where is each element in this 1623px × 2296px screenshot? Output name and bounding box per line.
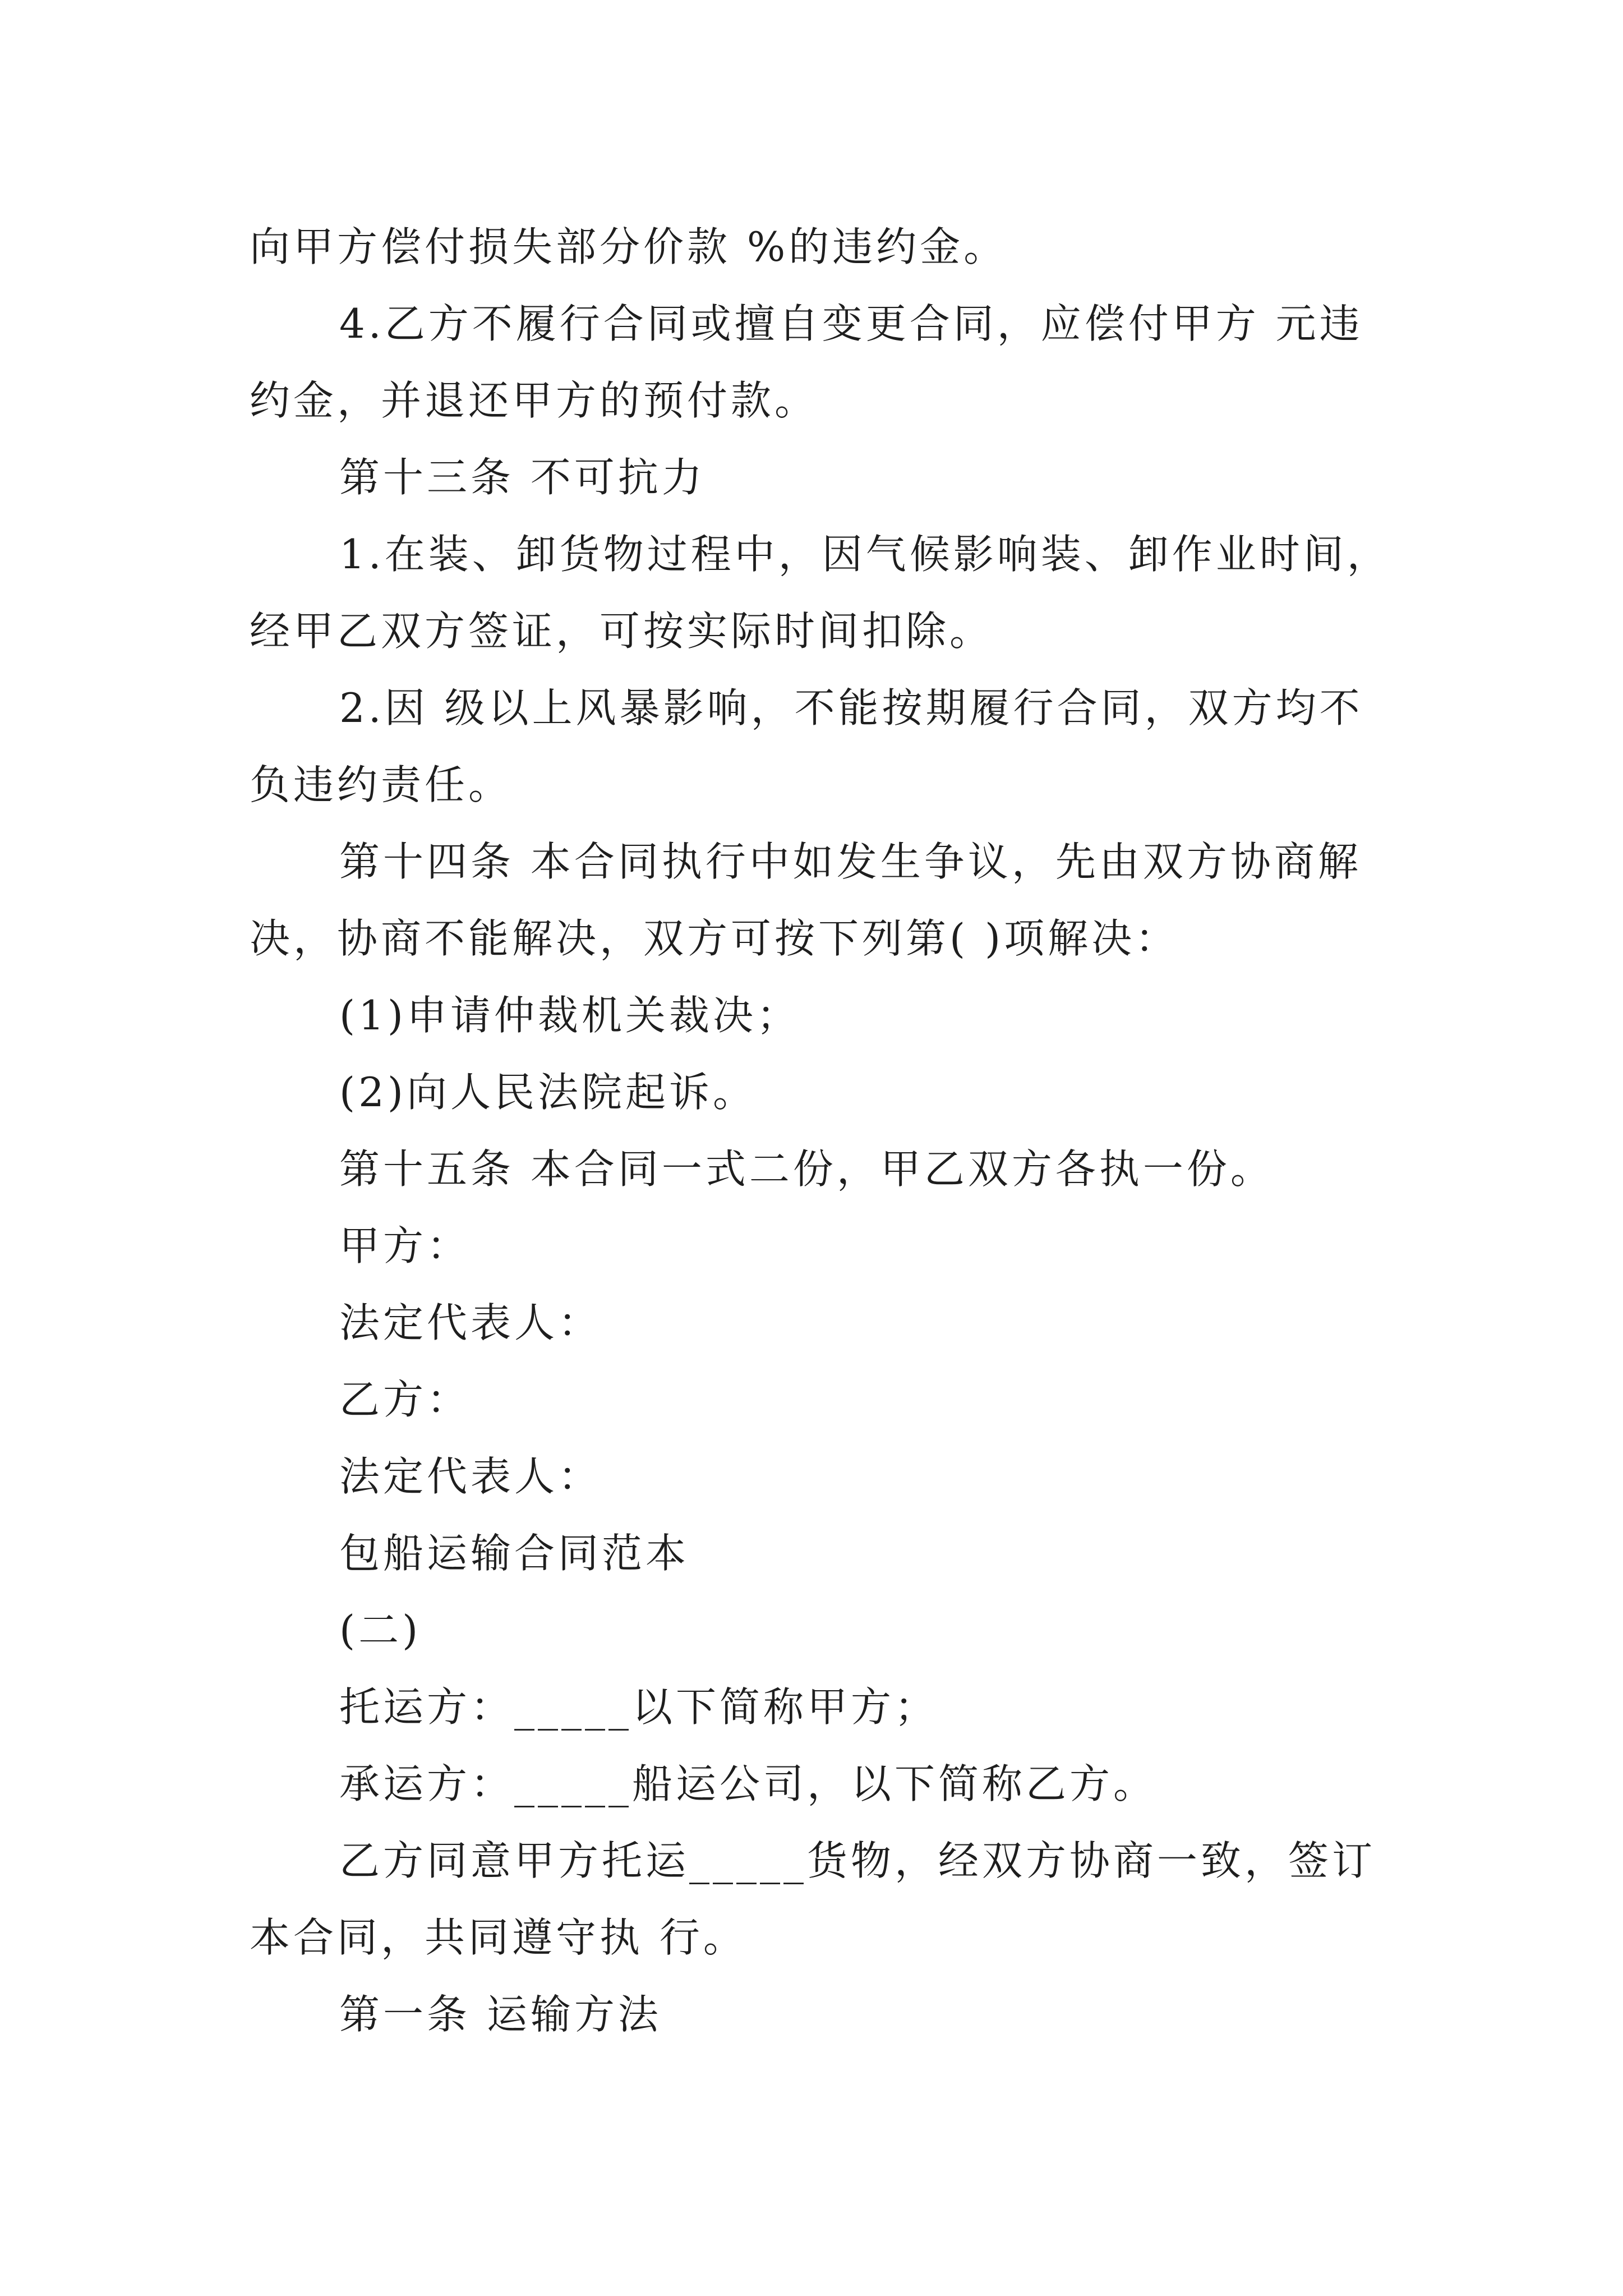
- paragraph-continuation-penalty: 向甲方偿付损失部分价款 %的违约金。: [250, 223, 1008, 270]
- document-body: [250, 209, 1394, 2053]
- dispute-option-1: (1)申请仲裁机关裁决；: [339, 992, 800, 1039]
- party-a-representative-label: 法定代表人：: [339, 1299, 602, 1346]
- agreement-paragraph: 乙方同意甲方托运_____货物，经双方协商一致，签订本合同，共同遵守执 行。: [250, 1837, 1376, 1961]
- shipper-line: 托运方：_____以下简称甲方；: [339, 1683, 939, 1731]
- paragraph-force-majeure-1: 1.在装、卸货物过程中，因气候影响装、卸作业时间，经甲乙双方签证，可按实际时间扣除。: [250, 531, 1391, 655]
- contract-template-title: 包船运输合同范本: [339, 1530, 690, 1577]
- paragraph-clause-4: 4.乙方不履行合同或擅自变更合同，应偿付甲方 元违约金，并退还甲方的预付款。: [250, 300, 1363, 424]
- party-a-label: 甲方：: [339, 1222, 471, 1269]
- section-number-2: (二): [339, 1607, 422, 1654]
- party-b-representative-label: 法定代表人：: [339, 1453, 602, 1500]
- carrier-line: 承运方：_____船运公司，以下简称乙方。: [339, 1760, 1158, 1807]
- article-13-heading: 第十三条 不可抗力: [339, 454, 706, 501]
- article-15-copies: 第十五条 本合同一式二份，甲乙双方各执一份。: [339, 1145, 1274, 1193]
- article-1-heading: 第一条 运输方法: [339, 1991, 662, 2038]
- article-14-dispute: 第十四条 本合同执行中如发生争议，先由双方协商解决，协商不能解决，双方可按下列第( )项解决：: [250, 838, 1362, 962]
- paragraph-force-majeure-2: 2.因 级以上风暴影响，不能按期履行合同，双方均不负违约责任。: [250, 684, 1363, 808]
- dispute-option-2: (2)向人民法院起诉。: [339, 1069, 757, 1116]
- party-b-label: 乙方：: [339, 1376, 471, 1423]
